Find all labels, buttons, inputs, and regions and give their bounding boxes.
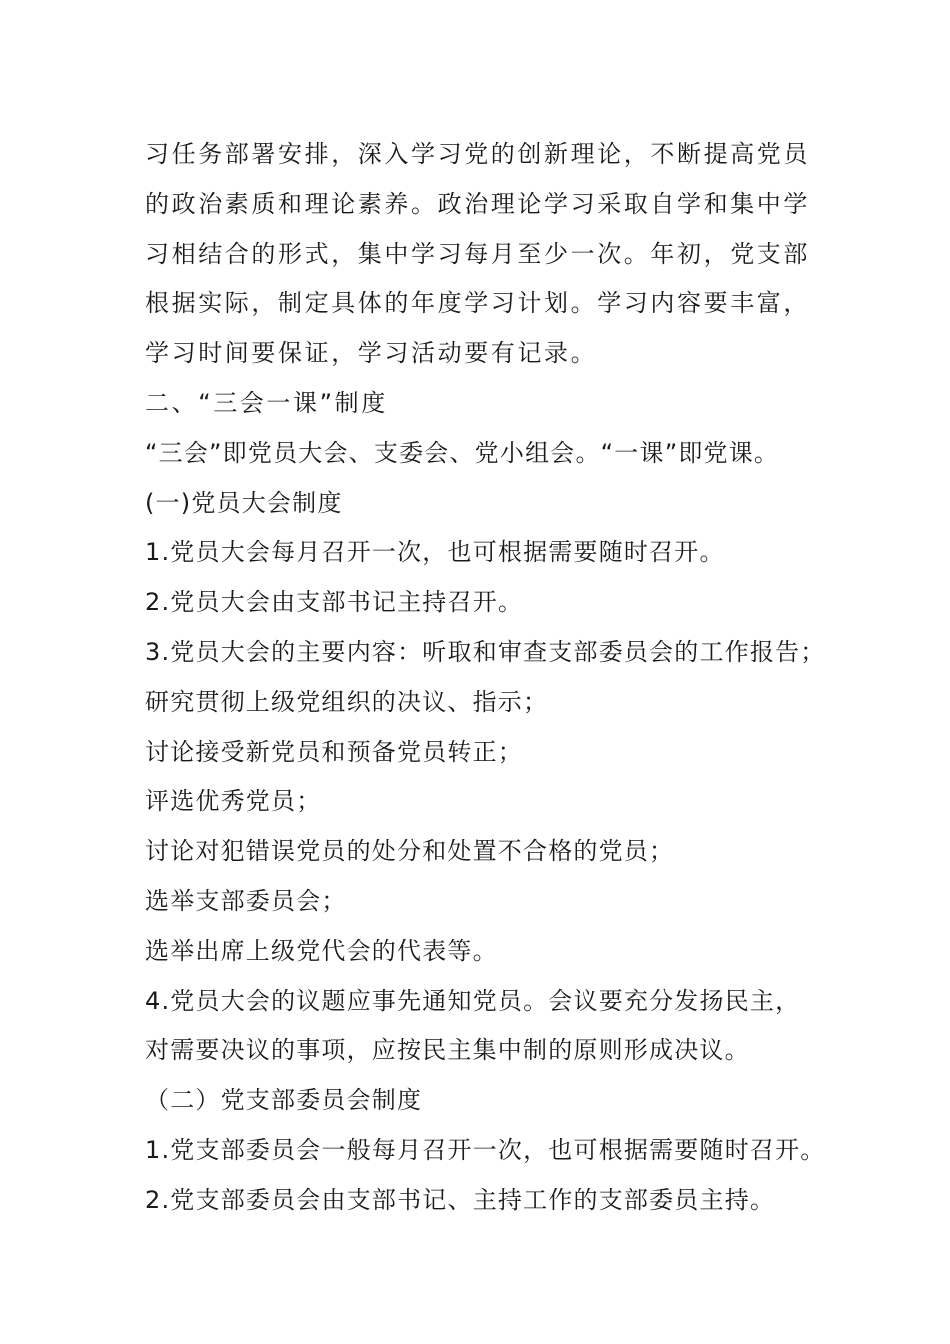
- paragraph-line: 学习时间要保证，学习活动要有记录。: [145, 339, 598, 368]
- paragraph-line: 根据实际，制定具体的年度学习计划。学习内容要丰富，: [145, 289, 810, 318]
- document-body: [145, 130, 825, 1226]
- paragraph-line: 对需要决议的事项，应按民主集中制的原则形成决议。: [145, 1036, 750, 1065]
- list-item: 2.党员大会由支部书记主持召开。: [145, 588, 524, 617]
- paragraph-line: 选举出席上级党代会的代表等。: [145, 936, 498, 965]
- list-item: 2.党支部委员会由支部书记、主持工作的支部委员主持。: [145, 1185, 776, 1214]
- list-item: 4.党员大会的议题应事先通知党员。会议要充分发扬民主，: [145, 986, 801, 1015]
- paragraph-line: 讨论对犯错误党员的处分和处置不合格的党员；: [145, 837, 675, 866]
- paragraph-line: 习任务部署安排，深入学习党的创新理论，不断提高党员: [145, 140, 810, 168]
- list-item: 1.党支部委员会一般每月召开一次，也可根据需要随时召开。: [145, 1135, 825, 1164]
- list-item: 3.党员大会的主要内容：听取和审查支部委员会的工作报告；: [145, 637, 825, 666]
- paragraph-line: 讨论接受新党员和预备党员转正；: [145, 737, 523, 766]
- paragraph-line: 评选优秀党员；: [145, 787, 322, 816]
- paragraph-line: 习相结合的形式，集中学习每月至少一次。年初，党支部: [145, 239, 810, 268]
- paragraph-line: 的政治素质和理论素养。政治理论学习采取自学和集中学: [145, 189, 810, 218]
- paragraph-line: 研究贯彻上级党组织的决议、指示；: [145, 687, 549, 716]
- subsection-heading: (一)党员大会制度: [145, 488, 343, 517]
- list-item: 1.党员大会每月召开一次，也可根据需要随时召开。: [145, 538, 725, 567]
- subsection-heading: （二）党支部委员会制度: [145, 1086, 423, 1115]
- section-heading: 二、“三会一课”制度: [145, 388, 388, 417]
- paragraph-line: “三会”即党员大会、支委会、党小组会。“一课”即党课。: [145, 438, 780, 467]
- paragraph-line: 选举支部委员会；: [145, 886, 347, 915]
